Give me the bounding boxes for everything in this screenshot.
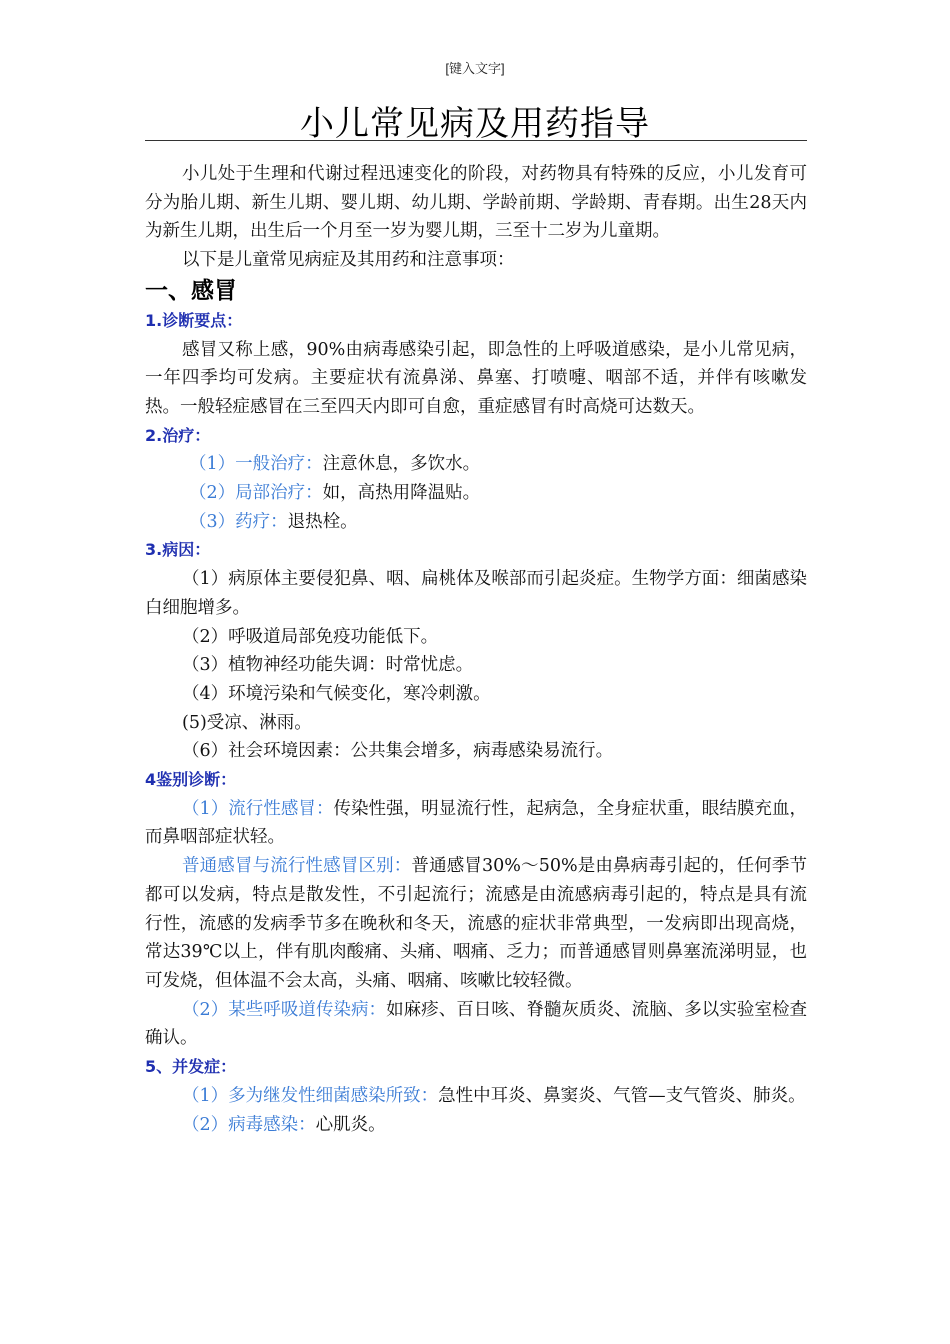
diagnosis-text: 感冒又称上感，90%由病毒感染引起，即急性的上呼吸道感染，是小儿常见病，一年四季均可发病。主要症状有流鼻涕、鼻塞、打喷嚏、咽部不适，并伴有咳嗽发热。一般轻症感冒在三至四天内即可自愈，重症感冒有时高烧可达数天。 [145,339,807,417]
cause-item: (5)受凉、淋雨。 [182,712,312,733]
complication-item-text: 心肌炎。 [315,1114,386,1135]
complication-item-label: （2）病毒感染： [182,1114,316,1135]
cause-item: （3）植物神经功能失调：时常忧虑。 [182,655,474,676]
treatment-item-label: （3）药疗： [189,511,288,532]
subheading-diagnosis: 1.诊断要点： [145,310,243,330]
treatment-item-label: （1）一般治疗： [189,454,323,475]
document-body [145,160,807,1139]
subheading-differential: 4鉴别诊断： [145,770,237,790]
treatment-item-text: 注意休息，多饮水。 [322,454,481,475]
treatment-item [145,479,807,508]
comparison-label: 普通感冒与流行性感冒区别： [182,856,412,877]
differential-item-text: 如麻疹、百日咳、脊髓灰质炎、流脑、多以实验室检查确认。 [145,999,808,1049]
subheading-treatment: 2.治疗： [145,425,211,445]
section-heading-cold: 一、感冒 [145,277,237,304]
treatment-item-text: 如，高热用降温贴。 [322,483,481,504]
treatment-item [145,450,807,479]
cause-item: （1）病原体主要侵犯鼻、咽、扁桃体及喉部而引起炎症。生物学方面：细菌感染白细胞增多。 [145,569,807,618]
intro-paragraph: 小儿处于生理和代谢过程迅速变化的阶段，对药物具有特殊的反应，小儿发育可分为胎儿期、新生儿期、婴儿期、幼儿期、学龄前期、学龄期、青春期。出生28天内为新生儿期，出生后一个月至一岁为婴儿期，三至十二岁为儿童期。 [145,164,807,242]
title-divider [145,140,807,141]
cause-item: （2）呼吸道局部免疫功能低下。 [182,626,439,647]
cause-item: （6）社会环境因素：公共集会增多，病毒感染易流行。 [182,741,614,762]
complication-item [145,1111,807,1140]
differential-item [145,795,807,852]
comparison-text: 普通感冒30%～50%是由鼻病毒引起的，任何季节都可以发病，特点是散发性，不引起流行；流感是由流感病毒引起的，特点是具有流行性，流感的发病季节多在晚秋和冬天，流感的症状非常典型，一发病即出现高烧，常达39℃以上，伴有肌肉酸痛、头痛、咽痛、乏力；而普通感冒则鼻塞流涕明显，也可发烧，但体温不会太高，头痛、咽痛、咳嗽比较轻微。 [145,856,808,991]
treatment-item [145,508,807,537]
cause-item: （4）环境污染和气候变化，寒冷刺激。 [182,683,491,704]
differential-item-label: （1）流行性感冒： [182,798,334,819]
differential-item-label: （2）某些呼吸道传染病： [182,999,387,1020]
subheading-cause: 3.病因： [145,540,211,560]
differential-item-text: 传染性强，明显流行性，起病急，全身症状重，眼结膜充血，而鼻咽部症状轻。 [145,798,807,848]
header-note: [键入文字] [445,61,505,76]
complication-item-text: 急性中耳炎、鼻窦炎、气管—支气管炎、肺炎。 [438,1085,806,1106]
intro-lead: 以下是儿童常见病症及其用药和注意事项： [182,250,515,271]
subheading-complications: 5、并发症： [145,1057,237,1077]
differential-item [145,996,807,1053]
differential-comparison [145,852,807,996]
page-title: 小儿常见病及用药指导 [300,104,650,144]
treatment-item-text: 退热栓。 [287,511,358,532]
complication-item [145,1082,807,1111]
complication-item-label: （1）多为继发性细菌感染所致： [182,1085,439,1106]
treatment-item-label: （2）局部治疗： [189,483,323,504]
